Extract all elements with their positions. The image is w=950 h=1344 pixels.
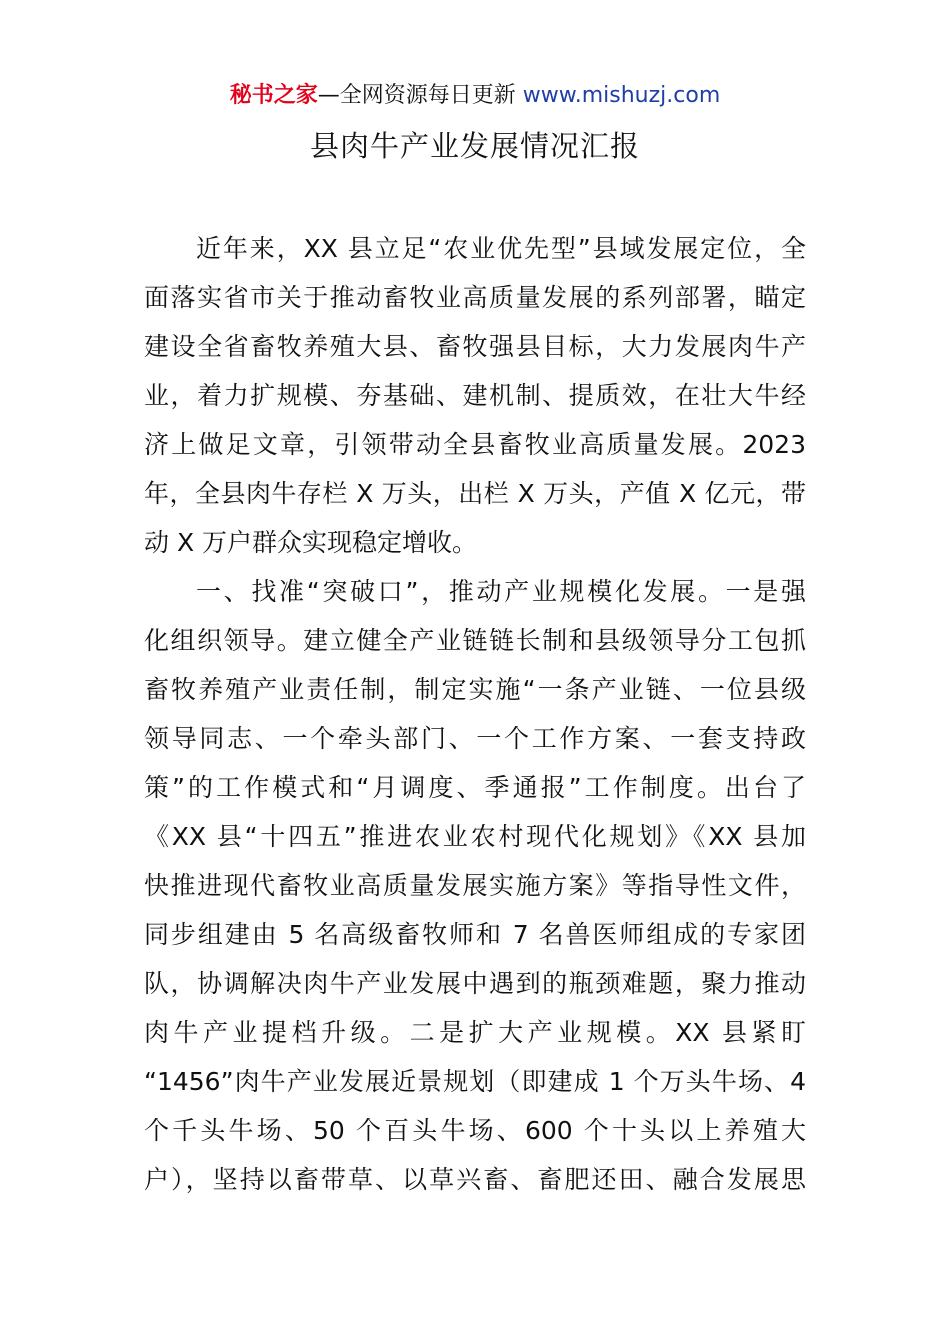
text-line: 领导同志、一个牵头部门、一个工作方案、一套支持政 <box>144 724 806 753</box>
text-line: “1456”肉牛产业发展近景规划（即建成 1 个万头牛场、4 <box>144 1067 806 1096</box>
text-line: 业，着力扩规模、夯基础、建机制、提质效，在壮大牛经 <box>144 381 806 410</box>
text-line: 济上做足文章，引领带动全县畜牧业高质量发展。2023 <box>144 430 806 459</box>
text-line: 动 X 万户群众实现稳定增收。 <box>144 528 478 557</box>
header-tagline: —全网资源每日更新 <box>317 83 523 108</box>
site-header <box>0 80 950 112</box>
text-line: 户），坚持以畜带草、以草兴畜、畜肥还田、融合发展思 <box>144 1165 806 1194</box>
text-line: 畜牧养殖产业责任制，制定实施“一条产业链、一位县级 <box>144 675 806 704</box>
text-line: 年，全县肉牛存栏 X 万头，出栏 X 万头，产值 X 亿元，带 <box>144 479 806 508</box>
document-body <box>144 224 806 1204</box>
brand-name: 秘书之家 <box>229 83 318 108</box>
text-line: 队，协调解决肉牛产业发展中遇到的瓶颈难题，聚力推动 <box>144 969 806 998</box>
document-title: 县肉牛产业发展情况汇报 <box>309 129 640 163</box>
text-line: 策”的工作模式和“月调度、季通报”工作制度。出台了 <box>144 773 806 802</box>
text-line: 《XX 县“十四五”推进农业农村现代化规划》《XX 县加 <box>144 822 806 851</box>
text-line: 肉牛产业提档升级。二是扩大产业规模。XX 县紧盯 <box>144 1018 806 1047</box>
text-line: 近年来，XX 县立足“农业优先型”县域发展定位，全 <box>196 234 806 263</box>
text-line: 个千头牛场、50 个百头牛场、600 个十头以上养殖大 <box>144 1116 806 1145</box>
text-line: 快推进现代畜牧业高质量发展实施方案》等指导性文件， <box>144 871 806 900</box>
text-line: 一、找准“突破口”，推动产业规模化发展。一是强 <box>196 577 806 606</box>
site-url-link[interactable]: www.mishuzj.com <box>522 83 721 108</box>
text-line: 面落实省市关于推动畜牧业高质量发展的系列部署，瞄定 <box>144 283 806 312</box>
text-line: 建设全省畜牧养殖大县、畜牧强县目标，大力发展肉牛产 <box>144 332 806 361</box>
text-line: 化组织领导。建立健全产业链链长制和县级领导分工包抓 <box>144 626 806 655</box>
text-line: 同步组建由 5 名高级畜牧师和 7 名兽医师组成的专家团 <box>144 920 806 949</box>
